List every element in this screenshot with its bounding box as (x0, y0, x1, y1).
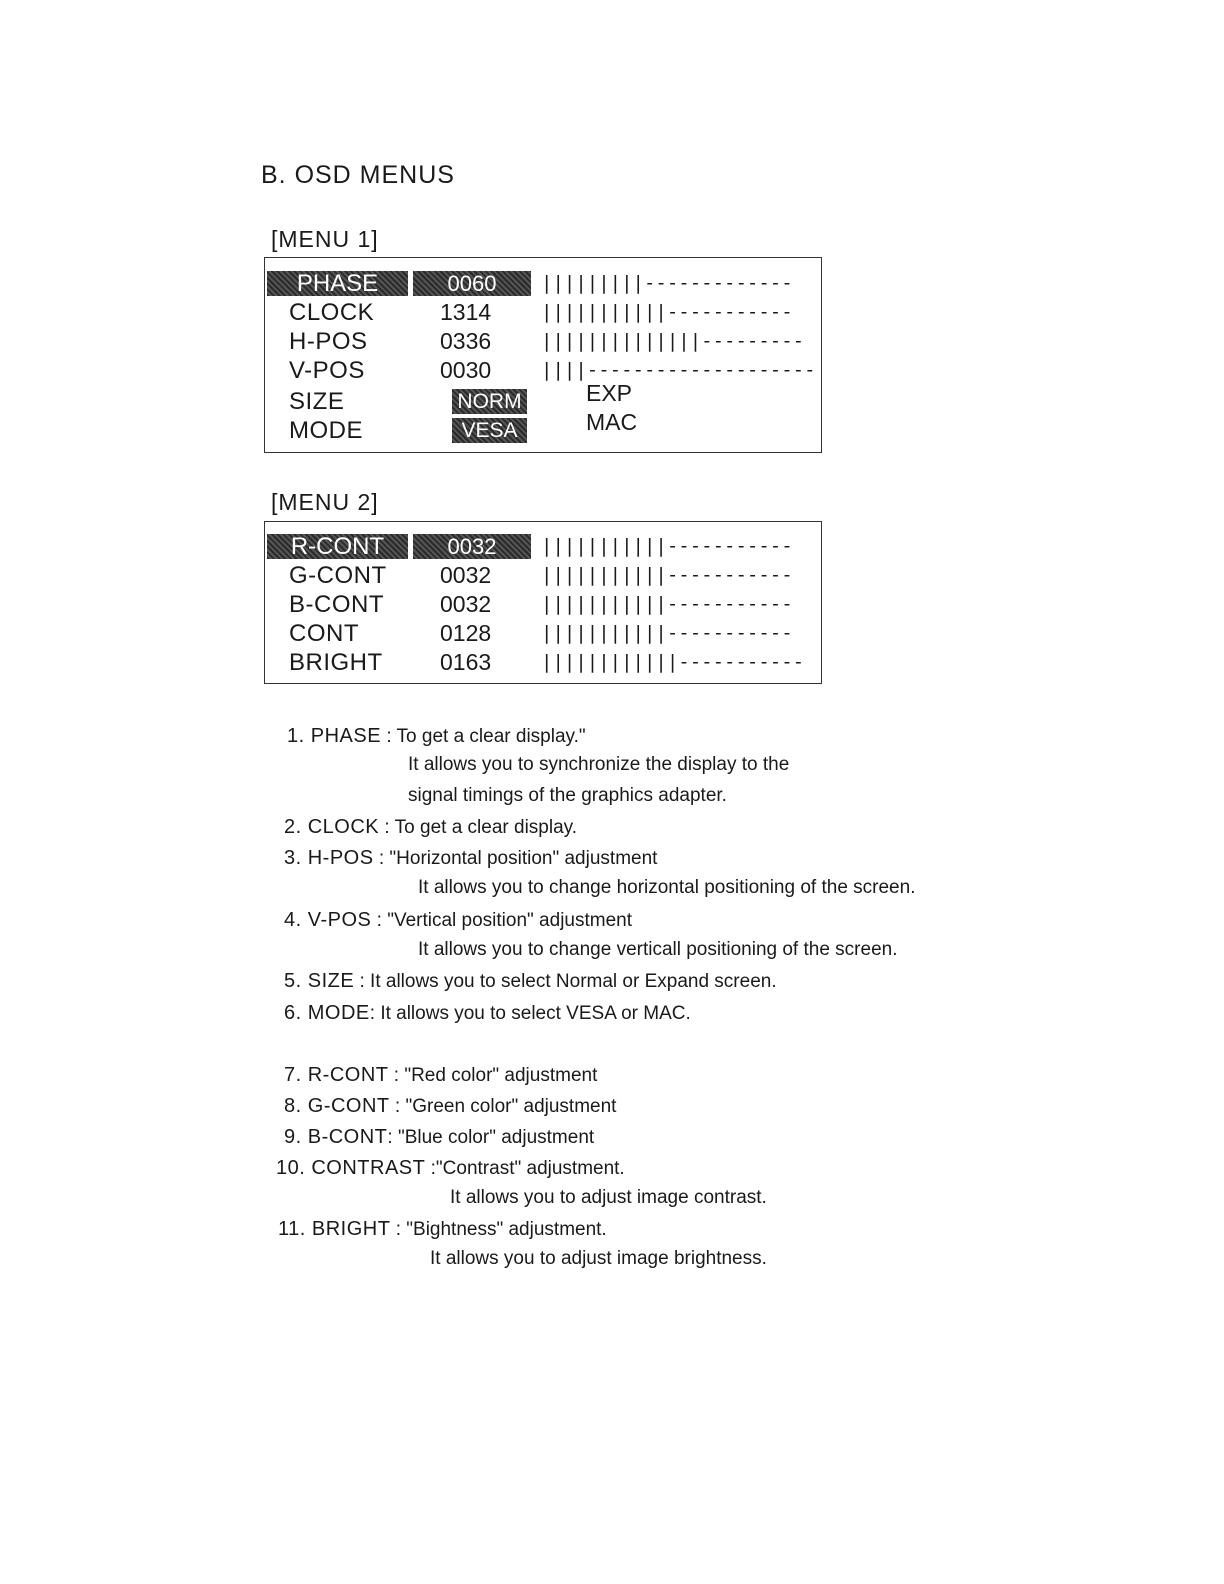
menu2-row-bcont[interactable] (265, 590, 821, 619)
menu1-size-other[interactable]: EXP (586, 380, 633, 406)
menu1-row-value: 0336 (440, 328, 492, 354)
desc-item-phase (287, 724, 586, 749)
desc-line: It allows you to change horizontal positioning of the screen. (418, 877, 916, 898)
desc-line: "Horizontal position" adjustment (389, 848, 658, 869)
menu2-row-bar: |||||||||||----------- (541, 622, 793, 644)
menu1-label: [MENU 1] (271, 226, 379, 252)
desc-sep: : (371, 910, 388, 931)
desc-line: It allows you to adjust image brightness. (430, 1248, 767, 1269)
desc-sep: : (390, 1219, 407, 1240)
desc-line: "Blue color" adjustment (397, 1127, 595, 1148)
menu2-row-name: G-CONT (289, 562, 387, 589)
desc-item-mode (284, 1001, 691, 1026)
menu1-row-name: CLOCK (289, 299, 375, 326)
desc-line: "Vertical position" adjustment (387, 910, 633, 931)
desc-item-vpos (284, 908, 632, 933)
desc-line: "Contrast" adjustment. (435, 1158, 625, 1179)
desc-term: 8. G-CONT (284, 1095, 390, 1117)
desc-line: "Bightness" adjustment. (406, 1219, 607, 1240)
menu2-row-name: B-CONT (289, 591, 384, 618)
menu1-row-value: 0030 (440, 357, 492, 383)
desc-item-bcont (284, 1125, 594, 1150)
desc-term: 7. R-CONT (284, 1064, 389, 1086)
menu1-row-hpos[interactable] (265, 327, 821, 356)
menu1-row-bar: ||||||||||||||--------- (541, 330, 805, 352)
desc-item-size (284, 969, 777, 994)
desc-line: It allows you to select Normal or Expand screen. (370, 971, 777, 992)
desc-item-bright (278, 1217, 607, 1242)
menu1-size-name: SIZE (289, 388, 345, 415)
menu1-highlight-bar: |||||||||------------- (541, 272, 793, 294)
desc-line: "Red color" adjustment (404, 1065, 598, 1086)
desc-sep: : (373, 848, 390, 869)
desc-sep: : (425, 1158, 436, 1179)
menu1-mode-name: MODE (289, 417, 363, 444)
desc-term: 2. CLOCK (284, 816, 380, 838)
menu1-row-clock[interactable] (265, 298, 821, 327)
menu2-row-bar: |||||||||||----------- (541, 564, 793, 586)
desc-sep: : (389, 1096, 406, 1117)
menu2-highlight-value: 0032 (413, 534, 531, 559)
desc-term: 3. H-POS (284, 847, 374, 869)
menu2-highlight-bar: |||||||||||----------- (541, 535, 793, 557)
desc-term: 10. CONTRAST (276, 1157, 426, 1179)
desc-item-contrast (276, 1156, 625, 1181)
menu2-row-name: CONT (289, 620, 359, 647)
desc-line: To get a clear display." (396, 726, 586, 747)
desc-line: It allows you to synchronize the display to the (408, 754, 790, 775)
menu2-box (264, 521, 822, 684)
desc-line: signal timings of the graphics adapter. (408, 785, 727, 806)
menu1-row-name: V-POS (289, 357, 365, 384)
desc-term: 11. BRIGHT (278, 1218, 391, 1240)
desc-term: 1. PHASE (287, 725, 382, 747)
desc-sep: : (379, 817, 395, 838)
menu2-label: [MENU 2] (271, 489, 379, 515)
desc-item-gcont (284, 1094, 616, 1119)
desc-item-hpos (284, 846, 657, 871)
desc-line: It allows you to change verticall positioning of the screen. (418, 939, 898, 960)
desc-sep: : (381, 726, 397, 747)
menu2-row-value: 0163 (440, 649, 492, 675)
menu1-mode-selected[interactable]: VESA (452, 418, 527, 443)
menu1-row-bar: |||||||||||----------- (541, 301, 793, 323)
desc-line: To get a clear display. (394, 817, 578, 838)
section-title: B. OSD MENUS (261, 161, 455, 189)
desc-term: 9. B-CONT (284, 1126, 388, 1148)
desc-line: It allows you to adjust image contrast. (450, 1187, 767, 1208)
menu1-row-phase[interactable] (265, 269, 821, 298)
menu1-row-bar: ||||-------------------- (541, 359, 816, 381)
menu1-box (264, 257, 822, 453)
desc-term: 6. MODE (284, 1002, 370, 1024)
desc-sep: : (354, 971, 371, 992)
menu1-row-name: H-POS (289, 328, 368, 355)
desc-item-clock (284, 815, 577, 840)
menu2-row-bright[interactable] (265, 648, 821, 677)
menu1-row-value: 1314 (440, 299, 492, 325)
menu1-highlight-value: 0060 (413, 271, 531, 296)
desc-sep: : (369, 1003, 381, 1024)
menu2-row-bar: ||||||||||||----------- (541, 651, 805, 673)
menu2-row-value: 0128 (440, 620, 492, 646)
desc-term: 5. SIZE (284, 970, 355, 992)
menu2-row-value: 0032 (440, 562, 492, 588)
desc-sep: : (387, 1127, 398, 1148)
menu2-row-name: BRIGHT (289, 649, 383, 676)
menu1-highlight-name: PHASE (267, 271, 408, 296)
menu2-row-gcont[interactable] (265, 561, 821, 590)
menu1-size-selected[interactable]: NORM (452, 389, 527, 414)
menu2-row-value: 0032 (440, 591, 492, 617)
desc-line: It allows you to select VESA or MAC. (380, 1003, 691, 1024)
menu2-row-rcont[interactable] (265, 532, 821, 561)
menu2-row-bar: |||||||||||----------- (541, 593, 793, 615)
desc-item-rcont (284, 1063, 597, 1088)
menu2-highlight-name: R-CONT (267, 534, 408, 559)
menu1-row-size[interactable] (265, 380, 821, 416)
desc-line: "Green color" adjustment (405, 1096, 617, 1117)
desc-term: 4. V-POS (284, 909, 372, 931)
menu1-mode-other[interactable]: MAC (586, 409, 638, 435)
desc-sep: : (388, 1065, 405, 1086)
menu1-row-vpos[interactable] (265, 356, 821, 385)
menu1-row-mode[interactable] (265, 409, 821, 445)
menu2-row-cont[interactable] (265, 619, 821, 648)
